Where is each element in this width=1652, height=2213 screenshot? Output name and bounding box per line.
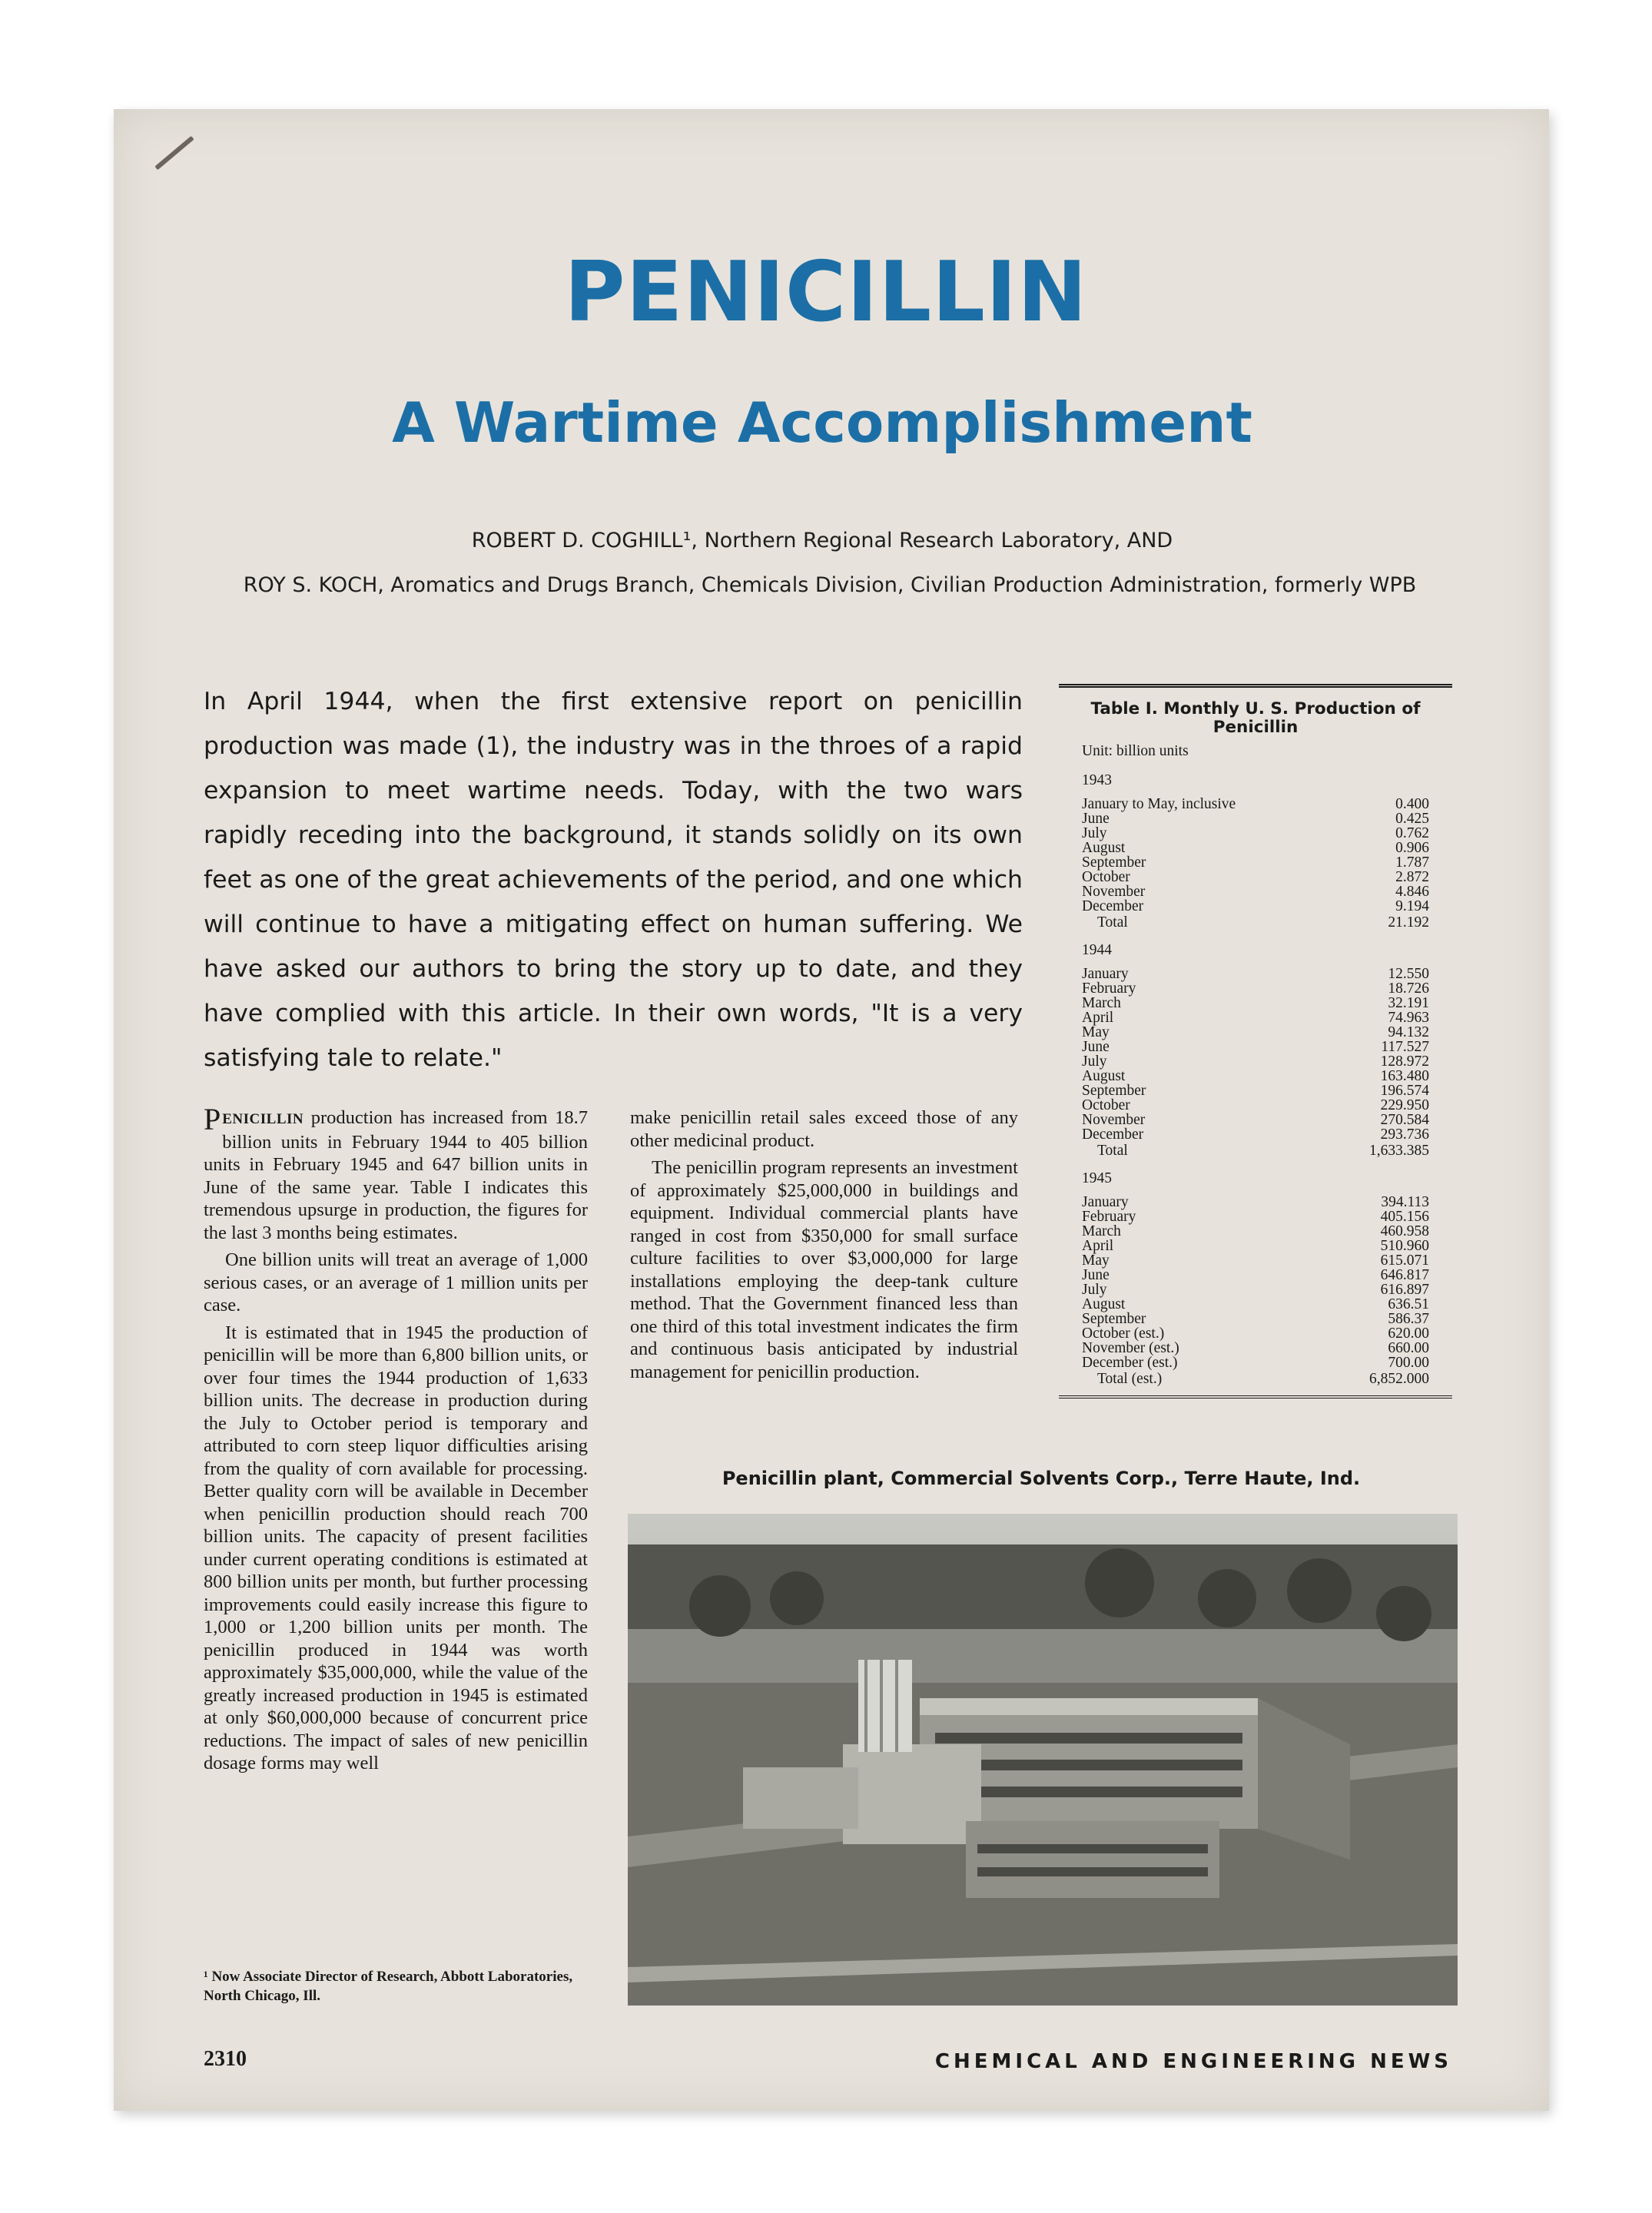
table-row — [1059, 1224, 1452, 1239]
table-value: 394.113 — [1381, 1194, 1429, 1210]
table-row — [1059, 884, 1452, 899]
table-month: January — [1082, 966, 1129, 982]
table-value: 270.584 — [1380, 1112, 1429, 1128]
table-month: December — [1082, 898, 1144, 914]
plant-photo — [628, 1514, 1458, 2006]
table-year-heading: 1945 — [1082, 1170, 1112, 1186]
table-value: 615.071 — [1380, 1252, 1429, 1269]
table-total-row — [1059, 1143, 1452, 1158]
table-value: 620.00 — [1388, 1325, 1429, 1342]
table-value: 293.736 — [1380, 1126, 1429, 1143]
article-paragraph: make penicillin retail sales exceed those of any other medicinal product. — [630, 1107, 1018, 1151]
table-value: 196.574 — [1380, 1083, 1429, 1099]
table-row — [1059, 1282, 1452, 1297]
table-value: 646.817 — [1380, 1267, 1429, 1283]
table-month: March — [1082, 995, 1121, 1011]
table-month: May — [1082, 1024, 1110, 1040]
photo-caption: Penicillin plant, Commercial Solvents Corp., Terre Haute, Ind. — [722, 1468, 1361, 1489]
table-title: Table I. Monthly U. S. Production of Penicillin — [1090, 699, 1421, 737]
table-month: February — [1082, 980, 1136, 997]
table-row — [1059, 1195, 1452, 1209]
table-value: 74.963 — [1388, 1010, 1429, 1026]
table-month: October (est.) — [1082, 1325, 1165, 1342]
table-month: June — [1082, 1039, 1110, 1055]
table-value: 586.37 — [1388, 1311, 1429, 1327]
table-body — [1059, 772, 1452, 1386]
footnote: ¹ Now Associate Director of Research, Abbott Laboratories, North Chicago, Ill. — [204, 1969, 573, 2004]
table-value: 9.194 — [1395, 898, 1429, 914]
table-value: 460.958 — [1380, 1223, 1429, 1239]
production-table — [1059, 684, 1452, 1398]
table-month: March — [1082, 1223, 1121, 1239]
table-value: 128.972 — [1380, 1053, 1429, 1070]
article-column-left — [204, 1102, 588, 1780]
article-paragraph: One billion units will treat an average of 1,000 serious cases, or an average of 1 million units per case. — [204, 1249, 588, 1316]
table-row — [1059, 1268, 1452, 1282]
table-row — [1059, 1025, 1452, 1040]
table-total-value: 1,633.385 — [1369, 1143, 1429, 1159]
table-month: August — [1082, 1068, 1126, 1084]
table-total-label: Total (est.) — [1097, 1371, 1163, 1387]
table-value: 700.00 — [1388, 1355, 1429, 1371]
table-row — [1059, 899, 1452, 914]
table-total-label: Total — [1097, 914, 1128, 931]
table-row — [1059, 826, 1452, 841]
journal-name: CHEMICAL AND ENGINEERING NEWS — [934, 2050, 1452, 2073]
table-value: 636.51 — [1388, 1296, 1429, 1312]
table-value: 0.400 — [1395, 796, 1429, 812]
table-value: 94.132 — [1388, 1024, 1429, 1040]
table-row — [1059, 855, 1452, 870]
table-row — [1059, 1209, 1452, 1224]
table-value: 616.897 — [1380, 1282, 1429, 1298]
table-row — [1059, 1113, 1452, 1127]
table-value: 0.762 — [1395, 825, 1429, 841]
table-value: 4.846 — [1395, 884, 1429, 900]
byline-author-2: ROY S. KOCH, Aromatics and Drugs Branch, Chemicals Division, Civilian Production Administration, formerly WPB — [243, 573, 1417, 597]
table-row — [1059, 1297, 1452, 1312]
table-row — [1059, 1069, 1452, 1083]
table-row — [1059, 1355, 1452, 1370]
article-paragraph — [204, 1102, 588, 1244]
table-month: April — [1082, 1010, 1114, 1026]
table-month: November (est.) — [1082, 1340, 1179, 1356]
table-value: 0.425 — [1395, 811, 1429, 827]
table-year-heading: 1943 — [1082, 772, 1112, 788]
table-value: 2.872 — [1395, 869, 1429, 885]
table-row — [1059, 841, 1452, 855]
intro-paragraph: In April 1944, when the first extensive report on penicillin production was made (1), the industry was in the throes of a rapid expansion to meet wartime needs. Today, with the two wars rapidly receding into the background, it stands solidly on its own feet as one of the great achievements of the period, and one which will continue to have a mitigating effect on human suffering. We have asked our authors to bring the story up to date, and they have complied with this article. In their own words, "It is a very satisfying tale to relate." — [204, 688, 1023, 1072]
article-paragraph: The penicillin program represents an investment of approximately $25,000,000 in buildings and equipment. Individual commercial plants have ranged in cost from $350,000 for small surface culture facilities to over $3,000,000 for large installations employing the deep-tank culture method. That the Government financed less than one third of this total investment indicates the firm and continuous basis anticipated by industrial management for penicillin production. — [630, 1157, 1018, 1382]
table-total-label: Total — [1097, 1143, 1128, 1159]
table-year-heading: 1944 — [1082, 942, 1112, 958]
table-value: 405.156 — [1380, 1209, 1429, 1225]
table-row — [1059, 1010, 1452, 1025]
table-month: July — [1082, 1282, 1107, 1298]
paragraph-text: production has increased from 18.7 billion units in February 1944 to 405 billion units in February 1945 and 647 billion units in June of the same year. Table I indicates this tremendous upsurge in production, the figures for the last 3 months being estimates. — [204, 1107, 588, 1243]
table-month: November — [1082, 884, 1146, 900]
plant-photo-illustration — [628, 1514, 1458, 2006]
table-value: 1.787 — [1395, 854, 1429, 871]
article-title: PENICILLIN — [564, 244, 1088, 340]
table-month: September — [1082, 1311, 1146, 1327]
table-month: August — [1082, 1296, 1126, 1312]
table-row — [1059, 1253, 1452, 1268]
table-row — [1059, 1239, 1452, 1253]
page-number: 2310 — [204, 2047, 247, 2071]
table-month: January to May, inclusive — [1082, 796, 1236, 812]
byline-author-1: ROBERT D. COGHILL¹, Northern Regional Research Laboratory, AND — [471, 529, 1173, 552]
table-value: 163.480 — [1380, 1068, 1429, 1084]
table-value: 12.550 — [1388, 966, 1429, 982]
small-caps-lead: ENICILLIN — [222, 1111, 304, 1127]
drop-cap: P — [204, 1102, 221, 1136]
article-subtitle: A Wartime Accomplishment — [392, 390, 1252, 455]
table-row — [1059, 1341, 1452, 1355]
table-unit: Unit: billion units — [1082, 743, 1189, 759]
table-month: December (est.) — [1082, 1355, 1178, 1371]
table-row — [1059, 1326, 1452, 1341]
table-value: 32.191 — [1388, 995, 1429, 1011]
table-month: June — [1082, 811, 1110, 827]
table-month: April — [1082, 1238, 1114, 1254]
table-row — [1059, 1083, 1452, 1098]
table-month: October — [1082, 869, 1130, 885]
table-value: 0.906 — [1395, 840, 1429, 856]
table-row — [1059, 967, 1452, 981]
table-row — [1059, 811, 1452, 826]
table-value: 18.726 — [1388, 980, 1429, 997]
table-value: 660.00 — [1388, 1340, 1429, 1356]
table-total-row — [1059, 915, 1452, 930]
table-month: August — [1082, 840, 1126, 856]
table-month: January — [1082, 1194, 1129, 1210]
table-row — [1059, 1098, 1452, 1113]
table-row — [1059, 1127, 1452, 1142]
table-month: September — [1082, 854, 1146, 871]
table-total-row — [1059, 1372, 1452, 1386]
table-value: 510.960 — [1380, 1238, 1429, 1254]
table-month: November — [1082, 1112, 1146, 1128]
table-row — [1059, 1054, 1452, 1069]
table-bottom-rule — [1059, 1395, 1452, 1398]
table-value: 117.527 — [1381, 1039, 1429, 1055]
table-row — [1059, 870, 1452, 884]
table-row — [1059, 981, 1452, 996]
table-value: 229.950 — [1380, 1097, 1429, 1113]
table-month: June — [1082, 1267, 1110, 1283]
table-row — [1059, 996, 1452, 1010]
article-paragraph: It is estimated that in 1945 the production of penicillin will be more than 6,800 billion units, or over four times the 1944 production of 1,633 billion units. The decrease in production during the July to October period is temporary and attributed to corn steep liquor difficulties arising from the quality of corn available for processing. Better quality corn will be available in December when penicillin production should reach 700 billion units. The capacity of present facilities under current operating conditions is estimated at 800 billion units per month, but further processing improvements could easily increase this figure to 1,000 or 1,200 billion units per month. The penicillin produced in 1944 was worth approximately $35,000,000, while the value of the greatly increased production in 1945 is estimated at only $60,000,000 because of concurrent price reductions. The impact of sales of new penicillin dosage forms may well — [204, 1322, 588, 1773]
table-row — [1059, 1040, 1452, 1054]
table-total-value: 6,852.000 — [1369, 1371, 1429, 1387]
table-month: December — [1082, 1126, 1144, 1143]
article-column-right — [630, 1106, 1018, 1388]
table-month: February — [1082, 1209, 1136, 1225]
table-row — [1059, 1312, 1452, 1326]
table-top-rule — [1059, 684, 1452, 688]
table-total-value: 21.192 — [1388, 914, 1429, 931]
table-month: September — [1082, 1083, 1146, 1099]
table-month: July — [1082, 1053, 1107, 1070]
table-row — [1059, 797, 1452, 811]
table-month: May — [1082, 1252, 1110, 1269]
table-month: October — [1082, 1097, 1130, 1113]
table-month: July — [1082, 825, 1107, 841]
